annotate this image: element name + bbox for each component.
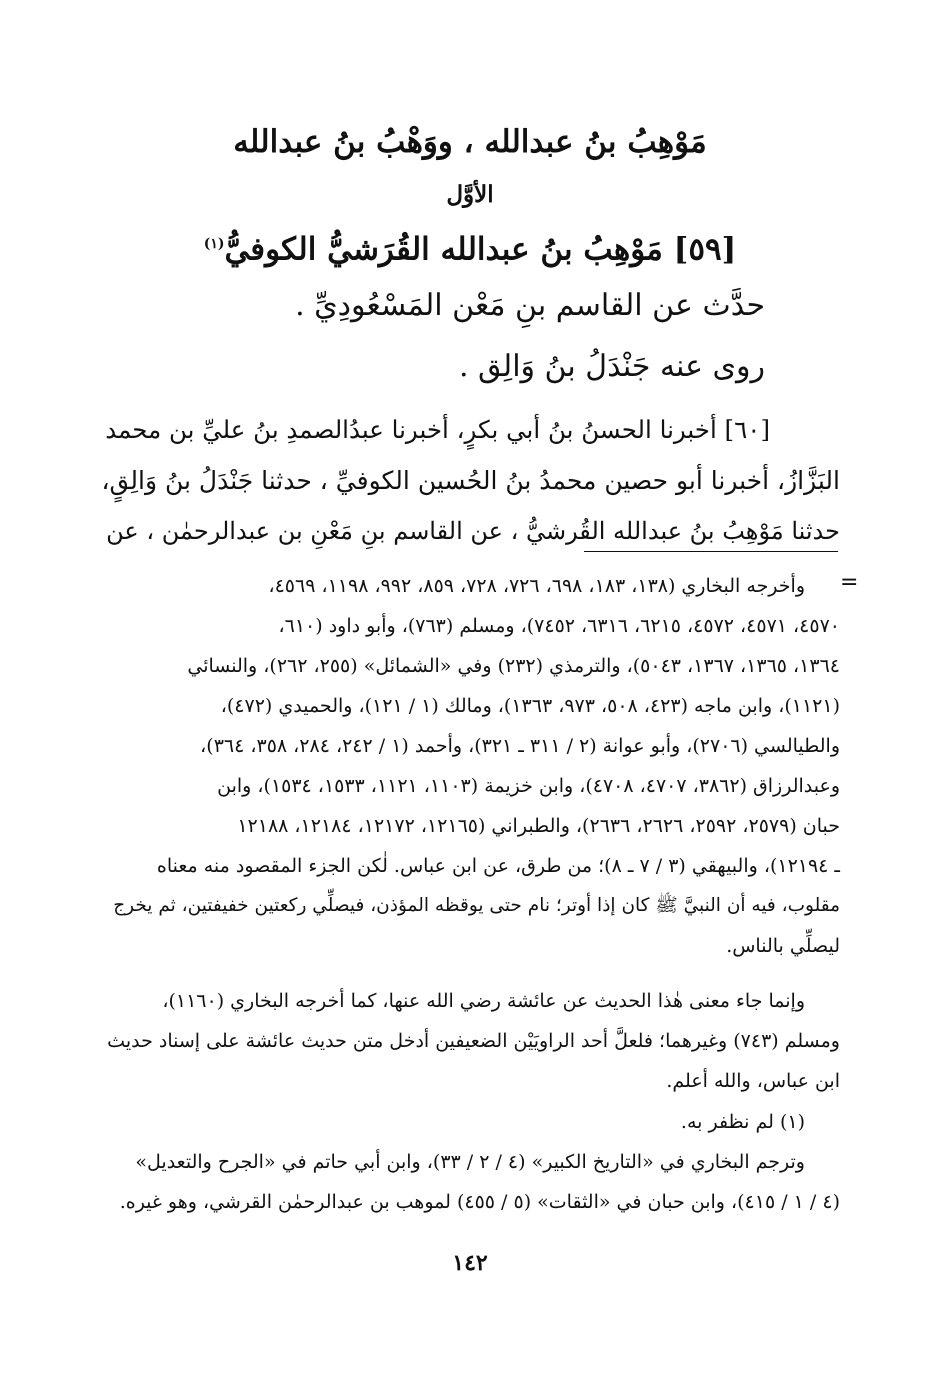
hadith-paragraph <box>100 404 840 557</box>
section-subtitle: الأوَّل <box>446 181 494 208</box>
footnote-line: ٤٥٧٠، ٤٥٧١، ٤٥٧٢، ٦٢١٥، ٦٣١٦، ٧٤٥٢)، ومسلم (٧٦٣)، وأبو داود (٦١٠، <box>278 615 840 637</box>
footnote-line: وأخرجه البخاري (١٣٨، ١٨٣، ٦٩٨، ٧٢٦، ٧٢٨، ٨٥٩، ٩٩٢، ١١٩٨، ٤٥٦٩، <box>268 575 805 597</box>
chapter-title: مَوْهِبُ بنُ عبدالله ، ووَهْبُ بنُ عبدالله <box>233 124 707 160</box>
narrated-from-line: حدَّث عن القاسم بنِ مَعْن المَسْعُودِيِّ . <box>295 288 765 323</box>
footnote-line: (٤ / ١ / ٤١٥)، وابن حبان في «الثقات» (٥ / ٤٥٥) لموهب بن عبدالرحمٰن القرشي، وهو غيره. <box>119 1191 840 1213</box>
footnote-line: ليصلِّي بالناس. <box>726 935 840 957</box>
footnote-continued <box>100 566 840 966</box>
footnote-line: ابن عباس، والله أعلم. <box>666 1070 840 1092</box>
footnote-line: وترجم البخاري في «التاريخ الكبير» (٤ / ٢ / ٣٣)، وابن أبي حاتم في «الجرح والتعديل» <box>135 1151 805 1173</box>
footnote-line: (١) لم نظفر به. <box>680 1111 805 1133</box>
footnote-line: وإنما جاء معنى هٰذا الحديث عن عائشة رضي الله عنها، كما أخرجه البخاري (١١٦٠)، <box>162 990 805 1012</box>
footnote-line: ١٣٦٤، ١٣٦٥، ١٣٦٧، ٥٠٤٣)، والترمذي (٢٣٢) وفي «الشمائل» (٢٥٥، ٢٦٢)، والنسائي <box>187 655 840 677</box>
footnote-line: حبان (٢٥٧٩، ٢٥٩٢، ٢٦٢٦، ٢٦٣٦)، والطبراني (١٢١٦٥، ١٢١٧٢، ١٢١٨٤، ١٢١٨٨ <box>237 815 840 837</box>
footnote-marker: (١) <box>203 236 225 252</box>
hadith-line: البَزَّازُ، أخبرنا أبو حصين محمدُ بنُ الحُسين الكوفيِّ ، حدثنا جَنْدَلُ بنُ وَالِقٍ، <box>101 466 840 495</box>
footnote-line: وعبدالرزاق (٣٨٦٢، ٤٧٠٧، ٤٧٠٨)، وابن خزيمة (١١٠٣، ١١٢١، ١٥٣٣، ١٥٣٤)، وابن <box>217 775 840 797</box>
narrated-by-line: روى عنه جَنْدَلُ بنُ وَالِق . <box>458 349 765 384</box>
footnote-separator <box>584 551 838 552</box>
entry-heading <box>100 222 840 271</box>
footnote-line: مقلوب، فيه أن النبيَّ ﷺ كان إذا أوتر؛ نام حتى يوقظه المؤذن، فيصلِّي ركعتين خفيفتين، ثم يخرج <box>113 895 840 916</box>
hadith-line: حدثنا مَوْهِبُ بنُ عبدالله القُرشيُّ ، عن القاسم بنِ مَعْنِ بن عبدالرحمٰن ، عن <box>106 517 840 545</box>
footnote-paragraph-aisha <box>100 981 840 1101</box>
footnote-line: (١١٢١)، وابن ماجه (٤٢٣، ٥٠٨، ٩٧٣، ١٣٦٣)، ومالك (١ / ١٢١)، والحميدي (٤٧٢)، <box>220 695 840 717</box>
footnote-1 <box>100 1102 840 1222</box>
entry-heading-text: [٥٩] مَوْهِبُ بنُ عبدالله القُرَشيُّ الكوفيُّ <box>224 231 737 268</box>
footnote-line: ـ ١٢١٩٤)، والبيهقي (٣ / ٧ ـ ٨)؛ من طرق، عن ابن عباس. لٰكن الجزء المقصود منه معناه <box>156 855 840 877</box>
hadith-line: [٦٠] أخبرنا الحسنُ بنُ أبي بكرٍ، أخبرنا عبدُالصمدِ بنُ عليِّ بن محمد <box>105 415 770 444</box>
footnote-line: ومسلم (٧٤٣) وغيرهما؛ فلعلَّ أحد الراويَيْن الضعيفين أدخل متن حديث عائشة على إسناد حديث <box>107 1030 840 1052</box>
continuation-mark: = <box>840 570 859 595</box>
footnote-line: والطيالسي (٢٧٠٦)، وأبو عوانة (٢ / ٣١١ ـ ٣٢١)، وأحمد (١ / ٢٤٢، ٢٨٤، ٣٥٨، ٣٦٤)، <box>200 735 840 757</box>
page-number: ١٤٢ <box>452 1250 488 1276</box>
